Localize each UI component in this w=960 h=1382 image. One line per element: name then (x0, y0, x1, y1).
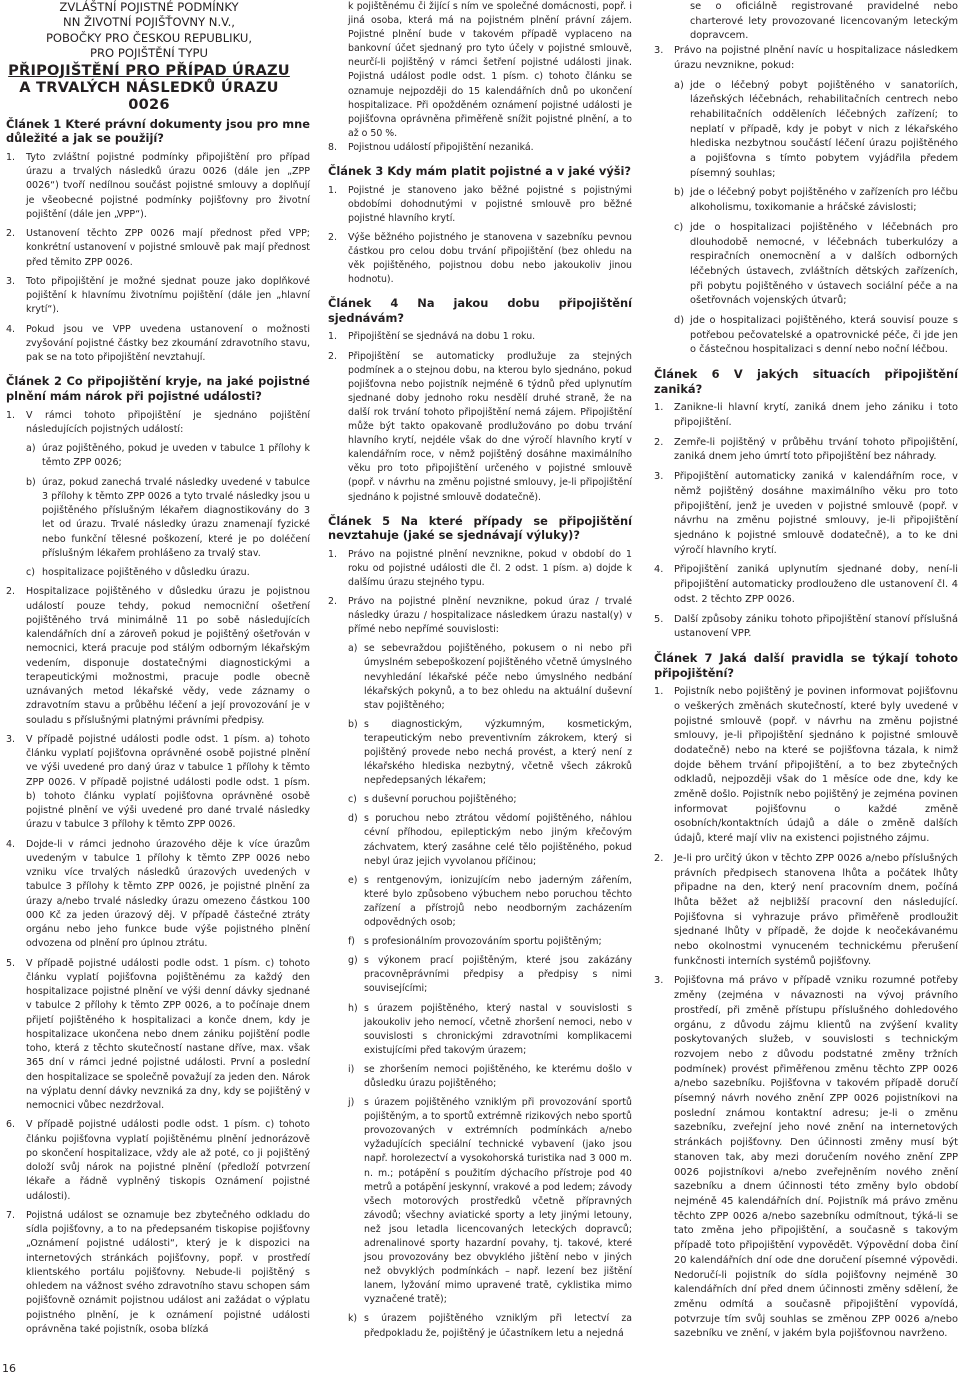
item-text: Je-li pro určitý úkon v těchto ZPP 0026 a/nebo příslušných právních předpisech stanovena lhůta a počátek lhůty připadne na den, který není pracovním dnem, počíná lhůta běžet až nejbližší pracovní den následující. Pojišťovna si vyhrazuje právo přiměřeně prodloužit sjednané lhůty v případě, že dojde k neočekávanému nebo okolnostmi vynuceném technickému přerušení funkčnosti interních systémů pojišťovny. (674, 852, 958, 967)
item-text: Připojištění automaticky zaniká v kalendářním roce, v němž pojištěný dosáhne maximálního věku pro toto připojištění, jenž je uveden v pojistné smlouvě (popř. v návrhu na změnu pojistné smlouvy, je-li připojištění sjednáno k pojistné smlouvě dodatečně), a to ke dni výročí hlavního krytí. (674, 471, 958, 556)
article-5-item-2i: i) se zhoršením nemoci pojištěného, ke kterému došlo v důsledku úrazu pojištěného; (348, 1063, 632, 1089)
document-header (6, 0, 310, 113)
item-text: Hospitalizace pojištěného v důsledku úrazu je pojistnou událostí pouze tehdy, pokud nemocniční ošetření pojištěného trvá minimálně 11 po sobě následujících kalendářních dní a zároveň pokud je pojištěný ošetřován v nemocnici, která pracuje pod stálým odborným lékařským vedením, disponuje dostatečnými diagnostickými a terapeutickými možnostmi, pracuje podle obecně uznávaných metod lékařské vědy, vede záznamy o zdravotním stavu a průběhu léčení a její provozování je v souladu s příslušnými platnými právními předpisy. (26, 586, 310, 726)
document-title-line-2: A TRVALÝCH NÁSLEDKŮ ÚRAZU 0026 (19, 78, 279, 113)
article-5-item-3c: c) jde o hospitalizaci pojištěného v léčebnách pro dlouhodobě nemocné, v léčebnách tuberkulózy a respiračních onemocnění a v dalších odborných léčebných ústavech, zvláštních dětských zařízeních, při pobytu pojištěného v ústavech sociální péče a na ošetřovnách vojenských útvarů; (674, 221, 958, 307)
article-3-item-1: 1. Pojistné je stanoveno jako běžné pojistné s pojistnými obdobími dohodnutými v pojistné smlouvě pro běžné pojistné hlavního krytí. (328, 184, 632, 224)
item-text: Zanikne-li hlavní krytí, zaniká dnem jeho zániku i toto připojištění. (674, 402, 958, 429)
article-1-heading: Článek 1 Které právní dokumenty jsou pro mne důležité a jak se použijí? (6, 116, 310, 146)
article-5-item-2e: e) s rentgenovým, ionizujícím nebo jaderným zářením, které bylo způsobeno výbuchem nebo poruchou těchto zařízení a přístrojů nebo neodborným zacházením odpovědných osob; (348, 874, 632, 929)
article-2-item-2: 2. Hospitalizace pojištěného v důsledku úrazu je pojistnou událostí pouze tehdy, pokud nemocniční ošetření pojištěného trvá minimálně 11 po sobě následujících kalendářních dní a zároveň pokud je pojištěný ošetřován v nemocnici, která pracuje pod stálým odborným lékařským vedením, disponuje dostatečnými diagnostickými a terapeutickými možnostmi, pracuje podle obecně uznávaných metod lékařské vědy, vede záznamy o zdravotním stavu a průběhu léčení a její provozování je v souladu s příslušnými platnými právními předpisy. (6, 586, 310, 726)
article-5-item-3: 3. Právo na pojistné plnění navíc u hospitalizace následkem úrazu nevznikne, pokud: (654, 45, 958, 71)
item-text: Toto připojištění je možné sjednat pouze jako doplňkové pojištění k hlavnímu životnímu pojištění (dále jen „hlavní krytí“). (26, 275, 310, 316)
article-7-item-1: 1. Pojistník nebo pojištěný je povinen informovat pojišťovnu o veškerých změnách skutečností, které byly uvedené v pojistné smlouvě (popř. v návrhu na změnu pojistné smlouvy, je-li připojištění sjednáno k pojistné smlouvě dodatečně) nebo na které se pojišťovna tázala, k nimž dojde během trvání připojištění, a to bez zbytečných odkladů, nejpozději však do 1 měsíce ode dne, kdy ke změně došlo. Pojistník nebo pojištěný je zejména povinen informovat pojišťovnu o každé změně osobních/kontaktních údajů a dále o změně dalších údajů, které mají vliv na existenci pojistného zájmu. (654, 686, 958, 845)
article-5-item-1: 1. Právo na pojistné plnění nevznikne, pokud v období do 1 roku od pojistné události dle čl. 2 odst. 1 písm. a) dojde k dalšímu úrazu stejného typu. (328, 548, 632, 588)
item-text: hospitalizace pojištěného v důsledku úrazu. (42, 567, 250, 578)
article-1-item-4: 4. Pokud jsou ve VPP uvedena ustanovení o možnosti zvyšování pojistné částky bez zkoumání zdravotního stavu, pak se na toto připojištění nevztahují. (6, 323, 310, 364)
column-3 (654, 0, 958, 1347)
item-text: úraz, pokud zanechá trvalé následky uvedené v tabulce 3 přílohy k těmto ZPP 0026 a tyto trvalé následky jsou u pojištěného příslušným lékařem diagnostikovány do 3 let od úrazu. Trvalé následky úrazu znamenají fyzické nebo funkční tělesné poškození, které je po doléčení příslušným lékařem prohlášeno za trvalý stav. (42, 476, 310, 559)
column-1 (6, 0, 310, 1342)
item-text: V případě pojistné události podle odst. 1 písm. c) tohoto článku vyplatí pojišťovna pojištěnému za každý den hospitalizace pojistné plnění ve výši denní dávky sjednané v tabulce 2 přílohy k těmto ZPP 0026, a to počínaje dnem přijetí pojištěného k hospitalizaci a konče dnem, kdy je hospitalizace ukončena nebo dnem zániku pojištění podle toho, která z těchto skutečností nastane dříve, max. však 365 dní v rámci jedné pojistné události. První a poslední den hospitalizace se společně považují za jeden den. Nárok na výplatu denní dávky nevzniká za dny, kdy se pojištěný v nemocnici vůbec nezdržoval. (26, 957, 310, 1111)
article-2-heading: Článek 2 Co připojištění kryje, na jaké pojistné plnění mám nárok při pojistné události? (6, 374, 310, 403)
item-text: Pokud jsou ve VPP uvedena ustanovení o možnosti zvyšování pojistné částky bez zkoumání zdravotního stavu, pak se na toto připojištění nevztahují. (26, 323, 310, 364)
article-3-heading: Článek 3 Kdy mám platit pojistné a v jaké výši? (328, 164, 632, 179)
article-2-item-3: 3. V případě pojistné události podle odst. 1 písm. a) tohoto článku vyplatí pojišťovna oprávněné osobě pojistné plnění ve výši uvedené pro daný úraz v tabulce 1 přílohy k těmto ZPP 0026. V případě pojistné události podle odst. 1 písm. b) tohoto článku vyplatí pojišťovna oprávněné osobě pojistné plnění ve výši uvedené pro dané trvalé následky úrazu v tabulce 3 přílohy k těmto ZPP 0026. (6, 733, 310, 831)
item-text: jde o hospitalizaci pojištěného, která souvisí pouze s potřebou pečovatelské a opatrovnické péče, či jde jen o částečnou hospitalizaci s denní nebo noční léčbou. (690, 315, 958, 356)
article-7-item-2: 2. Je-li pro určitý úkon v těchto ZPP 0026 a/nebo příslušných právních předpisech stanovena lhůta a počátek lhůty připadne na den, který není pracovním dnem, počíná lhůta běžet až nejbližší pracovní den následující. Pojišťovna si vyhrazuje právo přiměřeně prodloužit sjednané lhůty v případě, že dojde k neočekávanému nebo okolnostmi vynuceném technickému přerušení funkčnosti interních systémů pojišťovny. (654, 852, 958, 967)
item-text: s úrazem pojištěného, který nastal v souvislosti s jakoukoliv jeho nemocí, včetně zhoršení nemoci, nebo v souvislosti s chronickými zdravotními komplikacemi existujícími před takovým úrazem; (364, 1002, 632, 1056)
article-5-item-2h: h) s úrazem pojištěného, který nastal v souvislosti s jakoukoliv jeho nemocí, včetně zhoršení nemoci, nebo v souvislosti s chronickými zdravotními komplikacemi existujícími před takovým úrazem; (348, 1002, 632, 1056)
item-text: jde o léčebný pobyt pojištěného v sanatoriích, lázeňských léčebnách, rehabilitačních centrech nebo rehabilitačních odděleních léčebných zařízení; to neplatí v případě, kdy je pobyt v nich z lékařského hlediska nezbytnou součástí léčení úrazu pojištěného a pojišťovna s tímto pobytem vyjádřila předem písemný souhlas; (690, 79, 958, 179)
item-text: Připojištění se sjednává na dobu 1 roku. (348, 331, 536, 343)
item-text: s poruchou nebo ztrátou vědomí pojištěného, náhlou cévní příhodou, epileptickým nebo jiným křečovým záchvatem, který zasáhne celé tělo pojištěného, pokud nebyl úraz jejich vyvolanou příčinou; (364, 813, 632, 867)
article-4-item-1: 1. Připojištění se sjednává na dobu 1 roku. (328, 331, 536, 343)
header-line-4: PRO POJIŠTĚNÍ TYPU (90, 46, 208, 61)
item-text: Pojistné je stanoveno jako běžné pojistné s pojistnými obdobími dohodnutými v pojistné smlouvě pro běžné pojistné hlavního krytí. (348, 184, 632, 224)
item-text: s úrazem pojištěného vzniklým při letectví za předpokladu že, pojištěný je účastníkem letu a nejedná (364, 1313, 632, 1339)
article-6-heading: Článek 6 V jakých situacích připojištění zaniká? (654, 367, 958, 396)
item-text: Dojde-li v rámci jednoho úrazového děje k více úrazům uvedeným v tabulce 1 přílohy k těmto ZPP 0026 nebo vzniku více trvalých následků úrazových uvedených v tabulce 3 přílohy k těmto ZPP 0026, je pojistné plnění za úrazy a/nebo trvalé následky úrazu omezeno částkou 100 000 Kč za jeden úrazový děj. V případě částečné ztráty orgánu nebo jeho funkce bude výše pojistného plnění odvozena od plnění pro úplnou ztrátu. (26, 838, 310, 950)
article-5-item-3a: a) jde o léčebný pobyt pojištěného v sanatoriích, lázeňských léčebnách, rehabilitačních centrech nebo rehabilitačních odděleních léčebných zařízení; to neplatí v případě, kdy je pobyt v nich z lékařského hlediska nezbytnou součástí léčení úrazu pojištěného a pojišťovna s tímto pobytem vyjádřila předem písemný souhlas; (674, 79, 958, 179)
article-6-item-5: 5. Další způsoby zániku tohoto připojištění stanoví příslušná ustanovení VPP. (654, 613, 958, 640)
item-text: Další způsoby zániku tohoto připojištění stanoví příslušná ustanovení VPP. (674, 613, 958, 640)
header-line-1: ZVLÁŠTNÍ POJISTNÉ PODMÍNKY (59, 0, 239, 14)
item-text: s rentgenovým, ionizujícím nebo jaderným zářením, které bylo způsobeno výbuchem nebo poruchou těchto zařízení a přístrojů nebo neodborným zacházením odpovědných osob; (364, 874, 632, 929)
article-6-item-4: 4. Připojištění zaniká uplynutím sjednané doby, není-li připojištění automaticky prodlouženo dle ustanovení čl. 4 odst. 2 těchto ZPP 0026. (654, 564, 958, 605)
article-5-item-2d: d) s poruchou nebo ztrátou vědomí pojištěného, náhlou cévní příhodou, epileptickým nebo jiným křečovým záchvatem, který zasáhne celé tělo pojištěného, pokud nebyl úraz jejich vyvolanou příčinou; (348, 813, 632, 867)
article-2-item-8: 8. Pojistnou událostí připojištění nezaniká. (328, 141, 534, 153)
article-4-heading: Článek 4 Na jakou dobu připojištění sjednávám? (328, 296, 632, 325)
document-title-line-1: PŘIPOJIŠTĚNÍ PRO PŘÍPAD ÚRAZU (8, 61, 290, 79)
article-5-item-2c: c) s duševní poruchou pojištěného; (348, 794, 517, 806)
article-5-item-2j: j) s úrazem pojištěného vzniklým při provozování sportů pojištěným, a to sportů extrémně rizikových nebo sportů provozovaných v extrémních podmínkách a/nebo vyžadujících speciální technické vybavení (jako jsou např. horolezectví a vysokohorská turistika nad 3 000 m. n. m.; potápění s použitím dýchacího přístroje pod 40 metrů a potápění jeskynní, vrakové a pod ledem; závody všech motorových prostředků včetně přípravných závodů; všechny aviatické sporty a lety jinými letouny, než jsou letadla licencovaných leteckých dopravců; adrenalinové sporty hazardní povahy, tj. takové, které jsou provozovány bez obvyklého jištění nebo v jiných než obvyklých podmínkách – např. lezení bez jištění lanem, lyžování mimo upravené tratě, cyklistika mimo vyznačené tratě); (348, 1097, 632, 1306)
article-1-item-2: 2. Ustanovení těchto ZPP 0026 mají přednost před VPP; konkrétní ustanovení v pojistné smlouvě pak mají přednost před těmito ZPP 0026. (6, 228, 310, 268)
article-2-item-1: 1. V rámci tohoto připojištění je sjednáno pojištění následujících pojistných událostí: (6, 409, 310, 435)
item-text: Zemře-li pojištěný v průběhu trvání tohoto připojištění, zaniká dnem jeho úmrtí toto připojištění bez náhrady. (674, 436, 958, 463)
article-6-item-2: 2. Zemře-li pojištěný v průběhu trvání tohoto připojištění, zaniká dnem jeho úmrtí toto připojištění bez náhrady. (654, 436, 958, 463)
article-2-item-6: 6. V případě pojistné události podle odst. 1 písm. c) tohoto článku pojišťovna vyplatí pojištěnému plnění jednorázově po skončení hospitalizace, vždy ale až poté, co ji pojištěný doloží svůj nárok na pojistné plnění (předloží potvrzení lékaře a řádně vyplněný tiskopis Oznámení pojistné události). (6, 1119, 310, 1202)
article-2-item-7-continued: k pojištěnému či žijící s ním ve společné domácnosti, popř. i jiná osoba, která má na pojistném plnění právní zájem. Pojistné plnění bude v takovém případě vyplaceno na bankovní účet sjednaný pro tyto účely v pojistné smlouvě, neurčí-li pojištěný v rámci šetření pojistné události jinak. Pojistná událost podle odst. 1 písm. c) tohoto článku se oznamuje nejpozději do 15 kalendářních dnů po ukončení hospitalizace. Při opožděném oznámení pojistné události je pojišťovna oprávněna přiměřeně snížit pojistné plnění, a to až o 50 %. (348, 1, 632, 139)
article-2-item-1b: b) úraz, pokud zanechá trvalé následky uvedené v tabulce 3 přílohy k těmto ZPP 0026 a tyto trvalé následky jsou u pojištěného příslušným lékařem diagnostikovány do 3 let od úrazu. Trvalé následky úrazu znamenají fyzické nebo funkční tělesné poškození, které je po doléčení příslušným lékařem prohlášeno za trvalý stav. (26, 476, 310, 559)
item-text: s profesionálním provozováním sportu pojištěným; (364, 936, 602, 948)
article-5-item-3b: b) jde o léčebný pobyt pojištěného v zařízeních pro léčbu alkoholismu, toxikomanie a hráčské závislosti; (674, 187, 958, 214)
item-text: úraz pojištěného, pokud je uveden v tabulce 1 přílohy k těmto ZPP 0026; (42, 443, 310, 469)
article-6-item-3: 3. Připojištění automaticky zaniká v kalendářním roce, v němž pojištěný dosáhne maximálního věku pro toto připojištění, jenž je uveden v pojistné smlouvě (popř. v návrhu na změnu pojistné smlouvy, je-li připojištění sjednáno k pojistné smlouvě dodatečně), a to ke dni výročí hlavního krytí. (654, 471, 958, 556)
article-2-item-7: 7. Pojistná událost se oznamuje bez zbytečného odkladu do sídla pojišťovny, a to na předepsaném tiskopise pojišťovny „Oznámení pojistné události“, který je k dispozici na internetových stránkách pojišťovny, popř. v prostředí klientského portálu pojišťovny. Nebude-li pojištěný s ohledem na vážnost svého zdravotního stavu schopen sám pojišťovně oznámit pojistnou událost ani zažádat o výplatu pojistného plnění, je k oznámení pojistné události oprávněna také pojistník, osoba blízká (6, 1209, 310, 1335)
article-6-item-1: 1. Zanikne-li hlavní krytí, zaniká dnem jeho zániku i toto připojištění. (654, 402, 958, 429)
item-text: Tyto zvláštní pojistné podmínky připojištění pro případ úrazu a trvalých následků úrazu 0026 (dále jen „ZPP 0026“) tvoří nedílnou součást pojistné smlouvy a doplňují je všeobecné pojistné podmínky pojišťovny pro životní pojištění (dále jen „VPP“). (26, 151, 310, 220)
article-2-item-5: 5. V případě pojistné události podle odst. 1 písm. c) tohoto článku vyplatí pojišťovna pojištěnému za každý den hospitalizace pojistné plnění ve výši denní dávky sjednané v tabulce 2 přílohy k těmto ZPP 0026, a to počínaje dnem přijetí pojištěného k hospitalizaci a konče dnem, kdy je hospitalizace ukončena nebo dnem zániku pojištění podle toho, která z těchto skutečností nastane dříve, max. však 365 dní v rámci jedné pojistné události. První a poslední den hospitalizace se společně považují za jeden den. Nárok na výplatu denní dávky nevzniká za dny, kdy se pojištěný v nemocnici vůbec nezdržoval. (6, 957, 310, 1111)
item-text: s úrazem pojištěného vzniklým při provozování sportů pojištěným, a to sportů extrémně rizikových nebo sportů provozovaných v extrémních podmínkách a/nebo vyžadujících speciální technické vybavení (jako jsou např. horolezectví a vysokohorská turistika nad 3 000 m. n. m.; potápění s použitím dýchacího přístroje pod 40 metrů a potápění jeskynní, vrakové a pod ledem; závody všech motorových prostředků včetně přípravných závodů; všechny aviatické sporty a lety jinými letouny, než jsou letadla licencovaných leteckých dopravců; adrenalinové sporty hazardní povahy, tj. takové, které jsou provozovány bez obvyklého jištění nebo v jiných než obvyklých podmínkách – např. lezení bez jištění lanem, lyžování mimo upravené tratě, cyklistika mimo vyznačené tratě); (364, 1097, 632, 1306)
article-5-item-2f: f) s profesionálním provozováním sportu pojištěným; (348, 936, 602, 948)
item-text: Pojišťovna má právo v případě vzniku rozumné potřeby změny (zejména v návaznosti na vývoj právního prostředí, při změně přístupu příslušného dohledového orgánu, z důvodu zájmu klientů na zvýšení kvality poskytovaných služeb, v souvislosti s technickým rozvojem nebo z důvodu podstatné změny tržních podmínek) provést přiměřenou změnu těchto ZPP 0026 a/nebo sazebníku. Pojišťovna v takovém případě doručí písemný návrh nového znění ZPP 0026 pojistníkovi na poslední známou kontaktní adresu; je-li o změnu sazebníku, zveřejní jeho nové znění na internetových stránkách pojišťovny. Den účinnosti změny musí být stanoven tak, aby mezi doručením nového znění ZPP 0026 pojistníkovi a/nebo zveřejněním nového znění sazebníku a dnem účinnosti této změny bylo období nejméně 45 kalendářních dní. Pojistník má právo změnu těchto ZPP 0026 a/nebo sazebníku odmítnout, týká-li se tato změna jeho připojištění, a současně s takovým případě toto připojištění vypovědět. Výpovědní doba činí 20 kalendářních dní ode dne doručení písemné výpovědi. Nedoručí-li pojistník do sídla pojišťovny nejméně 30 kalendářních dní před dnem účinnosti změny sdělení, že změnu odmítá a současně připojištění vypovídá, potvrzuje tím svůj souhlas se změnou ZPP 0026 a/nebo sazebníku ve znění, v jakém byla pojišťovnou navrženo. (674, 975, 958, 1340)
article-7-heading: Článek 7 Jaká další pravidla se týkají tohoto připojištění? (654, 650, 958, 680)
item-text: Pojistná událost se oznamuje bez zbytečného odkladu do sídla pojišťovny, a to na předepsaném tiskopise pojišťovny „Oznámení pojistné události“, který je k dispozici na internetových stránkách pojišťovny, popř. v prostředí klientského portálu pojišťovny. Nebude-li pojištěný s ohledem na vážnost svého zdravotního stavu schopen sám pojišťovně oznámit pojistnou událost ani zažádat o výplatu pojistného plnění, je k oznámení pojistné události oprávněna také pojistník, osoba blízká (26, 1209, 310, 1335)
column-2 (328, 0, 632, 1346)
item-text: V případě pojistné události podle odst. 1 písm. a) tohoto článku vyplatí pojišťovna oprávněné osobě pojistné plnění ve výši uvedené pro daný úraz v tabulce 1 přílohy k těmto ZPP 0026. V případě pojistné události podle odst. 1 písm. b) tohoto článku vyplatí pojišťovna oprávněné osobě pojistné plnění ve výši uvedené pro dané trvalé následky úrazu v tabulce 3 přílohy k těmto ZPP 0026. (26, 733, 310, 831)
item-text: Pojistník nebo pojištěný je povinen informovat pojišťovnu o veškerých změnách skutečností, které byly uvedené v pojistné smlouvě (popř. v návrhu na změnu pojistné smlouvy, je-li připojištění sjednáno k pojistné smlouvě dodatečně) nebo na které se pojišťovna tázala, k nimž dojde během trvání připojištění, a to bez zbytečných odkladů, nejpozději však do 1 měsíce ode dne, kdy ke změně došlo. Pojistník nebo pojištěný je zejména povinen informovat pojišťovnu o každé změně osobních/kontaktních údajů a dále o změně dalších údajů, které mají vliv na existenci pojistného zájmu. (674, 686, 958, 845)
article-2-item-1c: c) hospitalizace pojištěného v důsledku úrazu. (26, 567, 250, 578)
article-1-item-3: 3. Toto připojištění je možné sjednat pouze jako doplňkové pojištění k hlavnímu životnímu pojištění (dále jen „hlavní krytí“). (6, 275, 310, 316)
article-5-item-2b: b) s diagnostickým, výzkumným, kosmetickým, terapeutickým nebo preventivním zákrokem, který si pojištěný provede nebo nechá provést, a který není z lékařského hlediska nezbytný, včetně všech zákroků nepředepsaných lékařem; (348, 718, 632, 787)
header-line-3: POBOČKY PRO ČESKOU REPUBLIKU, (45, 30, 253, 45)
item-text: Připojištění se automaticky prodlužuje za stejných podmínek a o stejnou dobu, na kterou bylo sjednáno, pokud pojišťovna nebo pojistník nejméně 6 týdnů před uplynutím sjednané doby jednoho roku nesdělí druhé straně, že na další rok trvání tohoto připojištění nemá zájem. Připojištění může být takto opakovaně prodlužováno po dobu trvání hlavního krytí, nejdéle však do dne výročí hlavního krytí v kalendářním roce, v němž pojištěný dosáhne maximálního věku pro toto připojištění určeného v pojistné smlouvě (popř. v návrhu na změnu pojistné smlouvy, je-li připojištění sjednáno k pojistné smlouvě dodatečně). (348, 350, 632, 503)
article-5-item-2k-continued: se o oficiálně registrované pravidelné nebo charterové lety provozované licencovaným leteckým dopravcem. (690, 1, 958, 42)
article-5-item-3d: d) jde o hospitalizaci pojištěného, která souvisí pouze s potřebou pečovatelské a opatrovnické péče, či jde jen o částečnou hospitalizaci s denní nebo noční léčbou. (674, 315, 958, 356)
item-text: jde o léčebný pobyt pojištěného v zařízeních pro léčbu alkoholismu, toxikomanie a hráčské závislosti; (690, 187, 958, 214)
item-text: se zhoršením nemoci pojištěného, ke kterému došlo v důsledku úrazu pojištěného; (364, 1063, 632, 1089)
header-line-2: NN ŽIVOTNÍ POJIŠŤOVNY N.V., (63, 15, 235, 30)
item-text: V rámci tohoto připojištění je sjednáno pojištění následujících pojistných událostí: (26, 409, 310, 435)
article-5-item-2g: g) s výkonem prací pojištěným, které jsou zakázány pracovněprávními předpisy a předpisy s nimi souvisejícími; (348, 955, 632, 995)
item-text: se sebevraždou pojištěného, pokusem o ni nebo při úmyslném sebepoškození pojištěného včetně úmyslného nevyhledání lékařské péče nebo úmyslného nedbání lékařských pokynů, a to bez ohledu na aktuální duševní stav pojištěného; (364, 643, 632, 711)
article-2-item-1a: a) úraz pojištěného, pokud je uveden v tabulce 1 přílohy k těmto ZPP 0026; (26, 443, 310, 469)
article-2-item-4: 4. Dojde-li v rámci jednoho úrazového děje k více úrazům uvedeným v tabulce 1 přílohy k těmto ZPP 0026 nebo vzniku více trvalých následků úrazových uvedených v tabulce 3 přílohy k těmto ZPP 0026, je pojistné plnění za úrazy a/nebo trvalé následky úrazu omezeno částkou 100 000 Kč za jeden úrazový děj. V případě částečné ztráty orgánu nebo jeho funkce bude výše pojistného plnění odvozena od plnění pro úplnou ztrátu. (6, 838, 310, 950)
article-1-item-1: 1. Tyto zvláštní pojistné podmínky připojištění pro případ úrazu a trvalých následků úrazu 0026 (dále jen „ZPP 0026“) tvoří nedílnou součást pojistné smlouvy a doplňují je všeobecné pojistné podmínky pojišťovny pro životní pojištění (dále jen „VPP“). (6, 151, 310, 220)
item-text: Výše běžného pojistného je stanovena v sazebníku pevnou částkou pro celou dobu trvání připojištění (bez ohledu na věk pojištěného, pojistnou dobu nebo jakoukoliv jinou hodnotu). (348, 231, 632, 286)
item-text: Právo na pojistné plnění nevznikne, pokud úraz / trvalé následky úrazu / hospitalizace následkem úrazu nastal(y) v přímé nebo nepřímé souvislosti: (348, 596, 632, 636)
item-text: Právo na pojistné plnění nevznikne, pokud v období do 1 roku od pojistné události dle čl. 2 odst. 1 písm. a) dojde k dalšímu úrazu stejného typu. (348, 548, 632, 588)
article-4-item-2: 2. Připojištění se automaticky prodlužuje za stejných podmínek a o stejnou dobu, na kterou bylo sjednáno, pokud pojišťovna nebo pojistník nejméně 6 týdnů před uplynutím sjednané doby jednoho roku nesdělí druhé straně, že na další rok trvání tohoto připojištění nemá zájem. Připojištění může být takto opakovaně prodlužováno po dobu trvání hlavního krytí, nejdéle však do dne výročí hlavního krytí v kalendářním roce, v němž pojištěný dosáhne maximálního věku pro toto připojištění určeného v pojistné smlouvě (popř. v návrhu na změnu pojistné smlouvy, je-li připojištění sjednáno k pojistné smlouvě dodatečně). (328, 350, 632, 503)
item-text: Připojištění zaniká uplynutím sjednané doby, není-li připojištění automaticky prodlouženo dle ustanovení čl. 4 odst. 2 těchto ZPP 0026. (674, 564, 958, 605)
article-5-heading: Článek 5 Na které případy se připojištění nevztahuje (jaké se sjednávají výluky)? (328, 513, 632, 543)
article-3-item-2: 2. Výše běžného pojistného je stanovena v sazebníku pevnou částkou pro celou dobu trvání připojištění (bez ohledu na věk pojištěného, pojistnou dobu nebo jakoukoliv jinou hodnotu). (328, 231, 632, 286)
article-5-item-2: 2. Právo na pojistné plnění nevznikne, pokud úraz / trvalé následky úrazu / hospitalizace následkem úrazu nastal(y) v přímé nebo nepřímé souvislosti: (328, 596, 632, 636)
article-5-item-2k: k) s úrazem pojištěného vzniklým při letectví za předpokladu že, pojištěný je účastníkem letu a nejedná (348, 1313, 632, 1339)
item-text: Ustanovení těchto ZPP 0026 mají přednost před VPP; konkrétní ustanovení v pojistné smlouvě pak mají přednost před těmito ZPP 0026. (26, 228, 310, 268)
article-5-item-2a: a) se sebevraždou pojištěného, pokusem o ni nebo při úmyslném sebepoškození pojištěného včetně úmyslného nevyhledání lékařské péče nebo úmyslného nedbání lékařských pokynů, a to bez ohledu na aktuální duševní stav pojištěného; (348, 643, 632, 711)
item-text: s duševní poruchou pojištěného; (364, 794, 517, 806)
item-text: Pojistnou událostí připojištění nezaniká. (348, 141, 534, 153)
item-text: Právo na pojistné plnění navíc u hospitalizace následkem úrazu nevznikne, pokud: (674, 45, 958, 71)
item-text: V případě pojistné události podle odst. 1 písm. c) tohoto článku pojišťovna vyplatí pojištěnému plnění jednorázově po skončení hospitalizace, vždy ale až poté, co ji pojištěný doloží svůj nárok na pojistné plnění (předloží potvrzení lékaře a řádně vyplněný tiskopis Oznámení pojistné události). (26, 1119, 310, 1202)
page-number: 16 (2, 1362, 16, 1375)
item-text: jde o hospitalizaci pojištěného v léčebnách pro dlouhodobě nemocné, v léčebnách tuberkulózy a respiračních onemocnění a v dalších odborných léčebných ústavech, zvláštních dětských zařízeních, při pobytu pojištěného v ústavech sociální péče a na ošetřovnách vojenských útvarů; (690, 221, 958, 307)
item-text: s diagnostickým, výzkumným, kosmetickým, terapeutickým nebo preventivním zákrokem, který si pojištěný provede nebo nechá provést, a který není z lékařského hlediska nezbytný, včetně všech zákroků nepředepsaných lékařem; (364, 718, 632, 787)
article-7-item-3: 3. Pojišťovna má právo v případě vzniku rozumné potřeby změny (zejména v návaznosti na vývoj právního prostředí, při změně přístupu příslušného dohledového orgánu, z důvodu zájmu klientů na zvýšení kvality poskytovaných služeb, v souvislosti s technickým rozvojem nebo z důvodu podstatné změny tržních podmínek) provést přiměřenou změnu těchto ZPP 0026 a/nebo sazebníku. Pojišťovna v takovém případě doručí písemný návrh nového znění ZPP 0026 pojistníkovi na poslední známou kontaktní adresu; je-li o změnu sazebníku, zveřejní jeho nové znění na internetových stránkách pojišťovny. Den účinnosti změny musí být stanoven tak, aby mezi doručením nového znění ZPP 0026 pojistníkovi a/nebo zveřejněním nového znění sazebníku a dnem účinnosti této změny bylo období nejméně 45 kalendářních dní. Pojistník má právo změnu těchto ZPP 0026 a/nebo sazebníku odmítnout, týká-li se tato změna jeho připojištění, a současně s takovým případě toto připojištění vypovědět. Výpovědní doba činí 20 kalendářních dní ode dne doručení písemné výpovědi. Nedoručí-li pojistník do sídla pojišťovny nejméně 30 kalendářních dní před dnem účinnosti změny sdělení, že změnu odmítá a současně připojištění vypovídá, potvrzuje tím svůj souhlas se změnou ZPP 0026 a/nebo sazebníku ve znění, v jakém byla pojišťovnou navrženo. (654, 975, 958, 1340)
item-text: s výkonem prací pojištěným, které jsou zakázány pracovněprávními předpisy a předpisy s nimi souvisejícími; (364, 955, 632, 995)
